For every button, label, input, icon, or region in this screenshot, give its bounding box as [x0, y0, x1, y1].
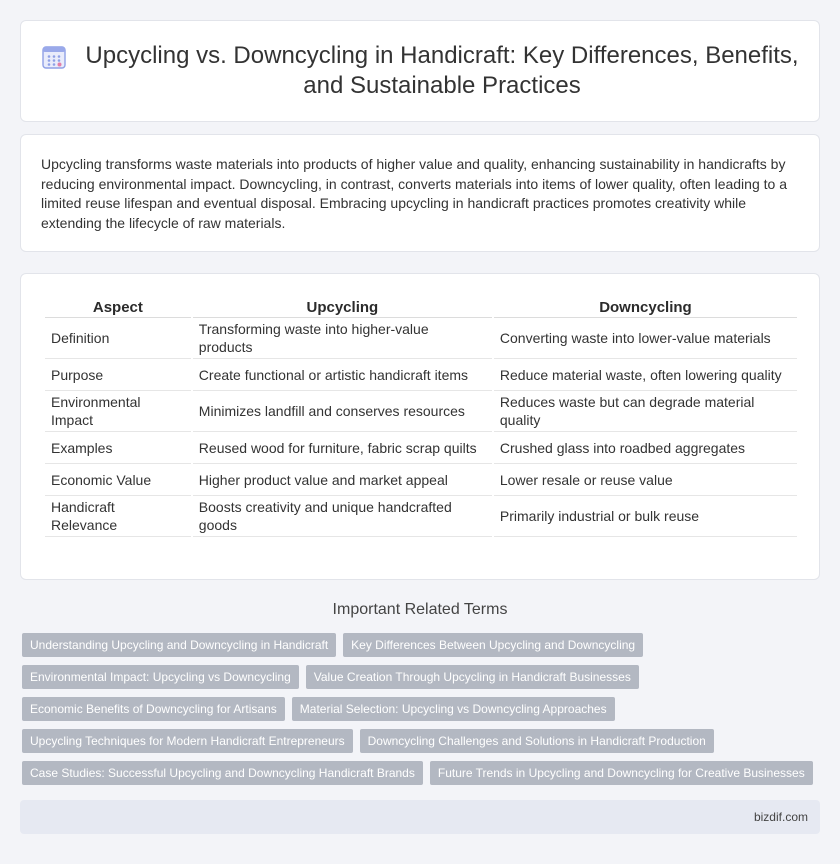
table-cell-aspect: Handicraft Relevance	[45, 496, 191, 537]
comparison-table	[43, 294, 799, 537]
column-header-upcycling: Upcycling	[193, 294, 492, 318]
column-header-downcycling: Downcycling	[494, 294, 797, 318]
table-header-row	[45, 294, 797, 318]
table-row	[45, 359, 797, 391]
related-terms-title: Important Related Terms	[332, 601, 508, 618]
table-cell-aspect: Definition	[45, 318, 191, 359]
table-cell-upcycling: Boosts creativity and unique handcrafted goods	[193, 496, 492, 537]
table-cell-aspect: Examples	[45, 432, 191, 464]
table-cell-upcycling: Minimizes landfill and conserves resources	[193, 391, 492, 432]
table-cell-upcycling: Transforming waste into higher-value products	[193, 318, 492, 359]
related-term-tag[interactable]: Understanding Upcycling and Downcycling in Handicraft	[22, 633, 336, 657]
related-term-tag[interactable]: Material Selection: Upcycling vs Downcycling Approaches	[292, 697, 615, 721]
related-term-tag[interactable]: Economic Benefits of Downcycling for Artisans	[22, 697, 285, 721]
table-cell-downcycling: Lower resale or reuse value	[494, 464, 797, 496]
table-row	[45, 391, 797, 432]
table-cell-upcycling: Higher product value and market appeal	[193, 464, 492, 496]
column-header-aspect: Aspect	[45, 294, 191, 318]
related-term-tag[interactable]: Key Differences Between Upcycling and Downcycling	[343, 633, 643, 657]
footer	[20, 800, 820, 834]
table-row	[45, 496, 797, 537]
table-cell-downcycling: Primarily industrial or bulk reuse	[494, 496, 797, 537]
table-cell-upcycling: Create functional or artistic handicraft items	[193, 359, 492, 391]
table-cell-aspect: Purpose	[45, 359, 191, 391]
table-cell-downcycling: Converting waste into lower-value materials	[494, 318, 797, 359]
table-cell-aspect: Environmental Impact	[45, 391, 191, 432]
table-cell-downcycling: Reduces waste but can degrade material quality	[494, 391, 797, 432]
calendar-grid-icon	[41, 44, 67, 70]
table-cell-aspect: Economic Value	[45, 464, 191, 496]
related-term-tag[interactable]: Value Creation Through Upcycling in Handicraft Businesses	[306, 665, 639, 689]
related-term-tag[interactable]: Upcycling Techniques for Modern Handicraft Entrepreneurs	[22, 729, 353, 753]
header-card	[20, 20, 820, 122]
table-cell-downcycling: Crushed glass into roadbed aggregates	[494, 432, 797, 464]
related-term-tag[interactable]: Case Studies: Successful Upcycling and Downcycling Handicraft Brands	[22, 761, 423, 785]
comparison-card	[20, 273, 820, 580]
intro-card	[20, 134, 820, 252]
table-row	[45, 464, 797, 496]
table-row	[45, 318, 797, 359]
intro-paragraph: Upcycling transforms waste materials into products of higher value and quality, enhancing sustainability in handicrafts by reducing environmental impact. Downcycling, in contrast, converts materials into items of lower quality, often leading to a limited reuse lifespan and eventual disposal. Embracing upcycling in handicraft practices promotes creativity while extending the lifecycle of raw materials.	[41, 156, 787, 231]
table-cell-downcycling: Reduce material waste, often lowering quality	[494, 359, 797, 391]
related-term-tag[interactable]: Future Trends in Upcycling and Downcycling for Creative Businesses	[430, 761, 813, 785]
table-cell-upcycling: Reused wood for furniture, fabric scrap quilts	[193, 432, 492, 464]
related-terms-list	[22, 633, 822, 793]
table-row	[45, 432, 797, 464]
site-link[interactable]: bizdif.com	[753, 810, 808, 824]
page-title: Upcycling vs. Downcycling in Handicraft: Key Differences, Benefits, and Sustainable Practices	[85, 42, 799, 99]
related-term-tag[interactable]: Environmental Impact: Upcycling vs Downcycling	[22, 665, 299, 689]
related-term-tag[interactable]: Downcycling Challenges and Solutions in Handicraft Production	[360, 729, 714, 753]
